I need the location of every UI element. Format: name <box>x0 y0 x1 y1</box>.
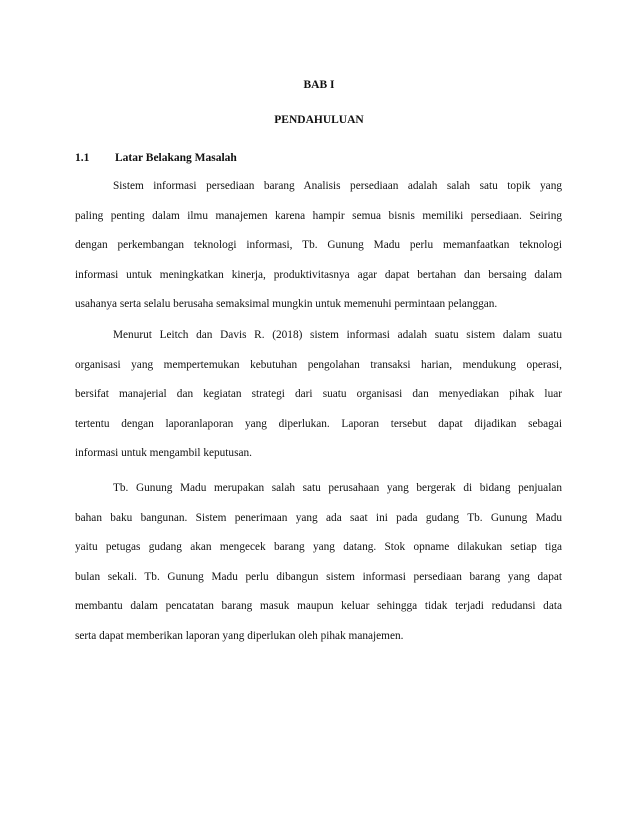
paragraph-2 <box>75 321 562 469</box>
paragraph-line: Menurut Leitch dan Davis R. (2018) sistem informasi adalah suatu sistem dalam suatu <box>113 329 562 341</box>
paragraph-1 <box>75 172 562 320</box>
paragraph-3 <box>75 474 562 651</box>
paragraph-line: bulan sekali. Tb. Gunung Madu perlu dibangun sistem informasi persediaan barang yang dapat <box>75 570 562 583</box>
paragraph-line: Tb. Gunung Madu merupakan salah satu perusahaan yang bergerak di bidang penjualan <box>113 482 562 494</box>
paragraph-line: informasi untuk mengambil keputusan. <box>75 447 252 459</box>
paragraph-line: serta dapat memberikan laporan yang diperlukan oleh pihak manajemen. <box>75 629 404 642</box>
paragraph-line: paling penting dalam ilmu manajemen karena hampir semua bisnis memiliki persediaan. Seiring <box>75 209 562 222</box>
paragraph-line: membantu dalam pencatatan barang masuk maupun keluar sehingga tidak terjadi redudansi data <box>75 600 562 612</box>
paragraph-line: tertentu dengan laporanlaporan yang diperlukan. Laporan tersebut dapat dijadikan sebagai <box>75 417 562 430</box>
section-number: 1.1 <box>75 152 90 164</box>
paragraph-line: yaitu petugas gudang akan mengecek barang yang datang. Stok opname dilakukan setiap tiga <box>75 541 562 553</box>
paragraph-line: bahan baku bangunan. Sistem penerimaan yang ada saat ini pada gudang Tb. Gunung Madu <box>75 511 562 524</box>
section-title: Latar Belakang Masalah <box>115 152 237 164</box>
paragraph-line: bersifat manajerial dan kegiatan strategi dari suatu organisasi dan menyediakan pihak luar <box>75 388 562 400</box>
paragraph-line: dengan perkembangan teknologi informasi, Tb. Gunung Madu perlu memanfaatkan teknologi <box>75 239 562 251</box>
chapter-label: BAB I <box>303 79 335 91</box>
paragraph-line: informasi untuk meningkatkan kinerja, produktivitasnya agar dapat bertahan dan bersaing dalam <box>75 268 562 281</box>
paragraph-line: Sistem informasi persediaan barang Analisis persediaan adalah salah satu topik yang <box>113 180 562 192</box>
section-heading <box>75 151 237 165</box>
paragraph-line: organisasi yang mempertemukan kebutuhan pengolahan transaksi harian, mendukung operasi, <box>75 358 562 371</box>
paragraph-line: usahanya serta selalu berusaha semaksimal mungkin untuk memenuhi permintaan pelanggan. <box>75 298 498 310</box>
chapter-title: PENDAHULUAN <box>274 114 364 126</box>
